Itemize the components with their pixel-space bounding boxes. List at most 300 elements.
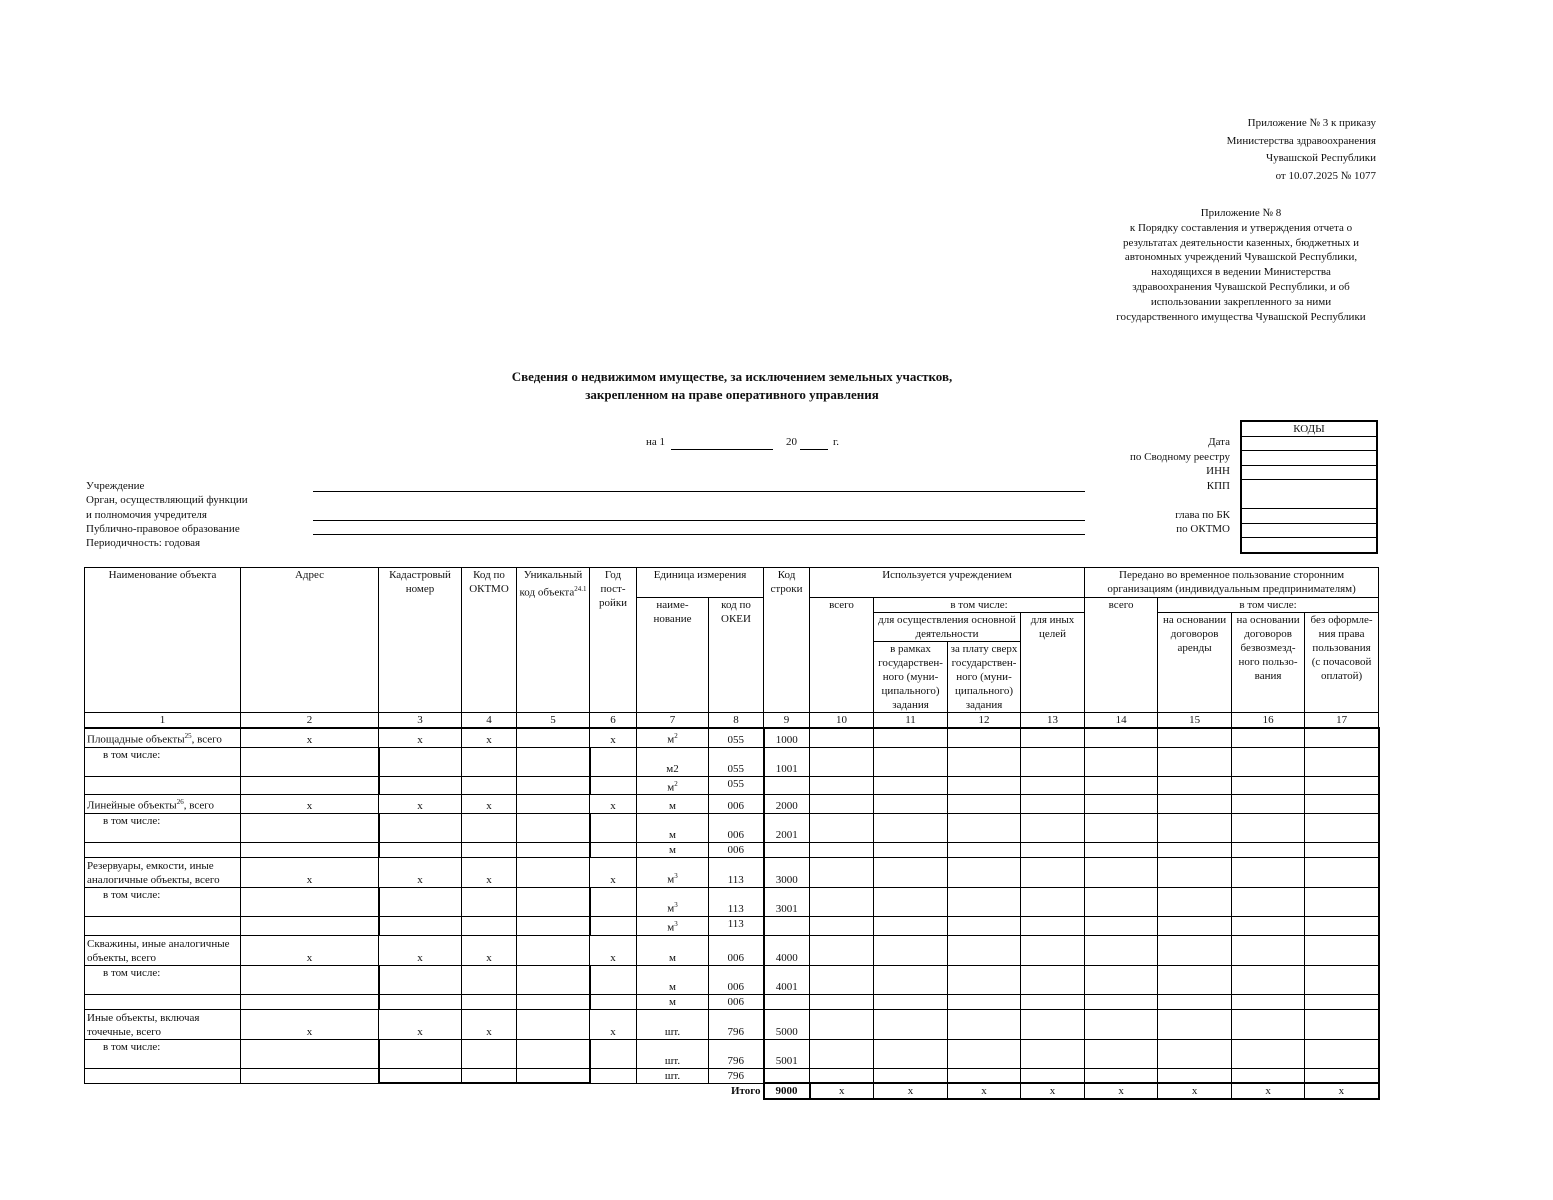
- col-number: 17: [1305, 713, 1379, 729]
- value-cell[interactable]: [1085, 747, 1158, 776]
- unit-name: м: [669, 799, 676, 812]
- table-row: [85, 1039, 1379, 1068]
- value-cell[interactable]: [1085, 994, 1158, 1009]
- value-cell[interactable]: [1085, 776, 1158, 795]
- header-unit-name: наиме-нование: [637, 598, 709, 713]
- value-cell[interactable]: [948, 1068, 1021, 1083]
- unique-code-cell[interactable]: [517, 1068, 590, 1083]
- x-cell: х: [241, 935, 379, 965]
- value-cell[interactable]: [1305, 1039, 1379, 1068]
- total-x: х: [948, 1083, 1021, 1099]
- value-cell[interactable]: [1021, 994, 1085, 1009]
- footnote-sup: 25: [184, 732, 192, 740]
- unit-name: м2: [666, 762, 679, 775]
- address-cell[interactable]: [241, 994, 379, 1009]
- value-cell[interactable]: [1021, 916, 1085, 935]
- public-field[interactable]: [313, 534, 1085, 535]
- code-kpp-cell[interactable]: [1241, 480, 1377, 509]
- oktmo-cell[interactable]: [462, 813, 517, 842]
- unique-code-cell[interactable]: [517, 965, 590, 994]
- x-cell: х: [241, 1009, 379, 1039]
- value-cell[interactable]: [874, 842, 948, 857]
- oktmo-cell[interactable]: [462, 1068, 517, 1083]
- value-cell[interactable]: [1232, 935, 1305, 965]
- value-cell[interactable]: [1232, 728, 1305, 747]
- value-cell[interactable]: [948, 776, 1021, 795]
- year-cell[interactable]: [590, 747, 637, 776]
- total-x: х: [1021, 1083, 1085, 1099]
- code-inn-cell[interactable]: [1241, 465, 1377, 480]
- year-field[interactable]: [800, 449, 828, 450]
- value-cell[interactable]: [1158, 842, 1232, 857]
- oktmo-cell[interactable]: [462, 887, 517, 916]
- okei-code-cell: 796: [709, 1068, 764, 1083]
- footnote-sup: 26: [176, 798, 184, 807]
- unit-name-cell: [637, 887, 709, 916]
- value-cell[interactable]: [810, 747, 874, 776]
- cadastral-cell[interactable]: [379, 887, 462, 916]
- value-cell[interactable]: [948, 935, 1021, 965]
- address-cell[interactable]: [241, 887, 379, 916]
- value-cell[interactable]: [810, 887, 874, 916]
- oktmo-cell[interactable]: [462, 842, 517, 857]
- address-cell[interactable]: [241, 1068, 379, 1083]
- value-cell[interactable]: [810, 795, 874, 814]
- value-cell[interactable]: [1232, 776, 1305, 795]
- value-cell[interactable]: [1232, 842, 1305, 857]
- value-cell[interactable]: [874, 965, 948, 994]
- col-number: 11: [874, 713, 948, 729]
- annex-line: использовании закрепленного за ними: [1150, 295, 1332, 308]
- incl-label: в том числе:: [85, 965, 241, 994]
- oktmo-cell[interactable]: [462, 916, 517, 935]
- unit-name: м: [669, 828, 676, 841]
- year-cell[interactable]: [590, 965, 637, 994]
- organ-field[interactable]: [313, 520, 1085, 521]
- value-cell[interactable]: [810, 1068, 874, 1083]
- unit-name-cell: [637, 857, 709, 887]
- address-cell[interactable]: [241, 813, 379, 842]
- col-number: 7: [637, 713, 709, 729]
- value-cell[interactable]: [810, 916, 874, 935]
- code-empty-cell[interactable]: [1241, 538, 1377, 553]
- col-number: 12: [948, 713, 1021, 729]
- code-oktmo-cell[interactable]: [1241, 523, 1377, 538]
- value-cell[interactable]: [1158, 813, 1232, 842]
- table-row: [85, 728, 1379, 747]
- address-cell[interactable]: [241, 916, 379, 935]
- unique-code-cell[interactable]: [517, 916, 590, 935]
- value-cell[interactable]: [1305, 935, 1379, 965]
- header-other: для иных целей: [1021, 613, 1085, 713]
- unique-code-cell[interactable]: [517, 813, 590, 842]
- value-cell[interactable]: [948, 994, 1021, 1009]
- value-cell[interactable]: [1232, 795, 1305, 814]
- value-cell[interactable]: [1085, 813, 1158, 842]
- value-cell[interactable]: [1232, 747, 1305, 776]
- year-cell[interactable]: [590, 1068, 637, 1083]
- value-cell[interactable]: [1232, 1009, 1305, 1039]
- object-name-cell[interactable]: [85, 1068, 241, 1083]
- value-cell[interactable]: [1158, 994, 1232, 1009]
- row-code-cell: 2001: [764, 813, 810, 842]
- value-cell[interactable]: [810, 842, 874, 857]
- row-code-cell: 4001: [764, 965, 810, 994]
- value-cell[interactable]: [948, 1009, 1021, 1039]
- unit-name: м: [669, 980, 676, 993]
- value-cell[interactable]: [1021, 965, 1085, 994]
- unique-code-cell[interactable]: [517, 728, 590, 747]
- unique-code-cell[interactable]: [517, 887, 590, 916]
- value-cell[interactable]: [1021, 842, 1085, 857]
- row-code-cell: 3000: [764, 857, 810, 887]
- cadastral-cell[interactable]: [379, 994, 462, 1009]
- value-cell[interactable]: [948, 965, 1021, 994]
- x-cell: х: [379, 728, 462, 747]
- header-unique: Уникальный код объекта$^{24.1}$: [517, 568, 590, 713]
- code-date-cell[interactable]: [1241, 436, 1377, 451]
- value-cell[interactable]: [874, 857, 948, 887]
- table-row: [85, 916, 1379, 935]
- codes-label-kpp: КПП: [1206, 479, 1230, 492]
- value-cell[interactable]: [874, 994, 948, 1009]
- value-cell[interactable]: [1305, 747, 1379, 776]
- unit-sup: 3: [674, 919, 678, 928]
- value-cell[interactable]: [1021, 935, 1085, 965]
- unit-name-cell: [637, 1068, 709, 1083]
- value-cell[interactable]: [1305, 842, 1379, 857]
- okei-code-cell: 113: [709, 887, 764, 916]
- value-cell[interactable]: [948, 916, 1021, 935]
- col-number: 4: [462, 713, 517, 729]
- table-row: [85, 994, 1379, 1009]
- year-cell[interactable]: [590, 842, 637, 857]
- value-cell[interactable]: [874, 728, 948, 747]
- annex-line: Приложение № 8: [1200, 207, 1282, 219]
- x-cell: х: [590, 935, 637, 965]
- value-cell[interactable]: [1085, 1009, 1158, 1039]
- unique-code-cell[interactable]: [517, 1009, 590, 1039]
- address-cell[interactable]: [241, 747, 379, 776]
- header-paid: за плату сверх государствен-ного (муни-ципального) задания: [948, 642, 1021, 713]
- value-cell[interactable]: [1158, 776, 1232, 795]
- label-public: Публично-правовое образование: [86, 522, 240, 535]
- value-cell[interactable]: [948, 842, 1021, 857]
- value-cell[interactable]: [1158, 747, 1232, 776]
- object-name: Скважины, иные аналогичные объекты, всего: [87, 937, 230, 964]
- year-cell[interactable]: [590, 1039, 637, 1068]
- unique-code-cell[interactable]: [517, 994, 590, 1009]
- address-cell[interactable]: [241, 1039, 379, 1068]
- year-cell[interactable]: [590, 994, 637, 1009]
- col-number: 5: [517, 713, 590, 729]
- value-cell[interactable]: [1305, 776, 1379, 795]
- value-cell[interactable]: [1085, 916, 1158, 935]
- cadastral-cell[interactable]: [379, 1068, 462, 1083]
- incl-label: в том числе:: [85, 1039, 241, 1068]
- label-organ-2: и полномочия учредителя: [86, 508, 207, 521]
- codes-label-date: Дата: [1208, 436, 1230, 448]
- address-cell[interactable]: [241, 842, 379, 857]
- value-cell[interactable]: [1158, 728, 1232, 747]
- value-cell[interactable]: [810, 965, 874, 994]
- value-cell[interactable]: [1021, 795, 1085, 814]
- unique-code-cell[interactable]: [517, 857, 590, 887]
- value-cell[interactable]: [1085, 935, 1158, 965]
- unit-name: м: [669, 843, 676, 856]
- value-cell[interactable]: [1021, 813, 1085, 842]
- header-unit-code: код по ОКЕИ: [709, 598, 764, 713]
- unit-name-cell: [637, 842, 709, 857]
- annex-line: автономных учреждений Чувашской Республики,: [1124, 251, 1358, 264]
- unique-code-cell[interactable]: [517, 795, 590, 814]
- codes-labels: [1080, 435, 1230, 537]
- unique-code-cell[interactable]: [517, 1039, 590, 1068]
- object-name-cell[interactable]: [85, 994, 241, 1009]
- col-number: 6: [590, 713, 637, 729]
- object-name-cell[interactable]: [85, 842, 241, 857]
- header-used-total: всего: [810, 598, 874, 713]
- annex-line: находящихся в ведении Министерства: [1151, 266, 1331, 279]
- value-cell[interactable]: [1232, 857, 1305, 887]
- row-code-cell: 2000: [764, 795, 810, 814]
- oktmo-cell[interactable]: [462, 747, 517, 776]
- value-cell[interactable]: [810, 1039, 874, 1068]
- value-cell[interactable]: [874, 813, 948, 842]
- value-cell[interactable]: [1158, 935, 1232, 965]
- cadastral-cell[interactable]: [379, 916, 462, 935]
- row-code-cell[interactable]: [764, 842, 810, 857]
- okei-code-cell: 006: [709, 935, 764, 965]
- value-cell[interactable]: [1158, 1009, 1232, 1039]
- value-cell[interactable]: [1232, 1068, 1305, 1083]
- value-cell[interactable]: [810, 857, 874, 887]
- value-cell[interactable]: [1085, 1039, 1158, 1068]
- value-cell[interactable]: [1085, 795, 1158, 814]
- unit-name: м: [667, 733, 675, 746]
- value-cell[interactable]: [874, 1039, 948, 1068]
- col-number: 2: [241, 713, 379, 729]
- value-cell[interactable]: [1232, 813, 1305, 842]
- value-cell[interactable]: [1305, 1068, 1379, 1083]
- row-code-cell: 1000: [764, 728, 810, 747]
- address-cell[interactable]: [241, 776, 379, 795]
- codes-label-inn: ИНН: [1206, 465, 1230, 477]
- x-cell: х: [379, 857, 462, 887]
- value-cell[interactable]: [1232, 965, 1305, 994]
- year-cell[interactable]: [590, 776, 637, 795]
- total-label: Итого: [730, 1084, 761, 1097]
- codes-table: [1240, 420, 1378, 554]
- value-cell[interactable]: [1232, 916, 1305, 935]
- year-cell[interactable]: [590, 916, 637, 935]
- value-cell[interactable]: [1085, 965, 1158, 994]
- value-cell[interactable]: [1158, 795, 1232, 814]
- value-cell[interactable]: [1021, 1068, 1085, 1083]
- codes-label-registry: по Сводному реестру: [1130, 450, 1230, 463]
- oktmo-cell[interactable]: [462, 965, 517, 994]
- value-cell[interactable]: [1158, 857, 1232, 887]
- unique-code-cell[interactable]: [517, 842, 590, 857]
- value-cell[interactable]: [1158, 965, 1232, 994]
- value-cell[interactable]: [1305, 1009, 1379, 1039]
- cadastral-cell[interactable]: [379, 776, 462, 795]
- row-code-cell[interactable]: [764, 916, 810, 935]
- table-row: [85, 965, 1379, 994]
- value-cell[interactable]: [1085, 728, 1158, 747]
- value-cell[interactable]: [1305, 887, 1379, 916]
- x-cell: х: [379, 1009, 462, 1039]
- okei-code-cell: 006: [709, 813, 764, 842]
- codes-label-oktmo: по ОКТМО: [1176, 523, 1230, 535]
- value-cell[interactable]: [810, 776, 874, 795]
- incl-label: в том числе:: [85, 747, 241, 776]
- date-field[interactable]: [671, 449, 773, 450]
- row-code-cell[interactable]: [764, 994, 810, 1009]
- value-cell[interactable]: [1085, 842, 1158, 857]
- value-cell[interactable]: [1305, 965, 1379, 994]
- unique-code-cell[interactable]: [517, 776, 590, 795]
- value-cell[interactable]: [874, 747, 948, 776]
- value-cell[interactable]: [810, 1009, 874, 1039]
- unit-name-cell: [637, 1039, 709, 1068]
- value-cell[interactable]: [1021, 887, 1085, 916]
- cadastral-cell[interactable]: [379, 842, 462, 857]
- object-name: Иные объекты, включая точечные, всего: [87, 1011, 200, 1038]
- unit-name: м: [667, 902, 675, 915]
- table-row: [85, 935, 1379, 965]
- value-cell[interactable]: [948, 795, 1021, 814]
- header-cadastral: Кадастровый номер: [379, 568, 462, 713]
- year-cell[interactable]: [590, 813, 637, 842]
- value-cell[interactable]: [1305, 857, 1379, 887]
- address-cell[interactable]: [241, 965, 379, 994]
- unit-name-cell: [637, 776, 709, 795]
- value-cell[interactable]: [1305, 916, 1379, 935]
- unique-code-cell[interactable]: [517, 935, 590, 965]
- value-cell[interactable]: [810, 813, 874, 842]
- x-cell: х: [462, 728, 517, 747]
- header-address: Адрес: [241, 568, 379, 713]
- header-lease: на основании договоров аренды: [1158, 613, 1232, 713]
- value-cell[interactable]: [948, 1039, 1021, 1068]
- row-code-cell[interactable]: [764, 1068, 810, 1083]
- value-cell[interactable]: [1232, 887, 1305, 916]
- value-cell[interactable]: [1158, 916, 1232, 935]
- x-cell: х: [462, 795, 517, 814]
- cadastral-cell[interactable]: [379, 1039, 462, 1068]
- value-cell[interactable]: [948, 747, 1021, 776]
- col-number: 16: [1232, 713, 1305, 729]
- row-code-cell[interactable]: [764, 776, 810, 795]
- value-cell[interactable]: [1085, 857, 1158, 887]
- value-cell[interactable]: [874, 887, 948, 916]
- value-cell[interactable]: [1232, 994, 1305, 1009]
- row-code-cell: 1001: [764, 747, 810, 776]
- header-transferred: Передано во временное пользование сторонним организациям (индивидуальным предпринимателям): [1085, 568, 1379, 598]
- value-cell[interactable]: [1085, 1068, 1158, 1083]
- value-cell[interactable]: [948, 728, 1021, 747]
- col-number: 10: [810, 713, 874, 729]
- unit-name-cell: [637, 728, 709, 747]
- unit-name-cell: [637, 813, 709, 842]
- value-cell[interactable]: [1021, 857, 1085, 887]
- value-cell[interactable]: [874, 935, 948, 965]
- oktmo-cell[interactable]: [462, 776, 517, 795]
- institution-field[interactable]: [313, 491, 1085, 492]
- value-cell[interactable]: [1232, 1039, 1305, 1068]
- table-row: [85, 1068, 1379, 1083]
- value-cell[interactable]: [874, 776, 948, 795]
- annex-line: здравоохранения Чувашской Республики, и об: [1132, 280, 1350, 293]
- value-cell[interactable]: [810, 994, 874, 1009]
- cadastral-cell[interactable]: [379, 965, 462, 994]
- value-cell[interactable]: [1021, 728, 1085, 747]
- cadastral-cell[interactable]: [379, 747, 462, 776]
- value-cell[interactable]: [874, 795, 948, 814]
- value-cell[interactable]: [1158, 1039, 1232, 1068]
- unique-code-cell[interactable]: [517, 747, 590, 776]
- value-cell[interactable]: [1305, 813, 1379, 842]
- header-oktmo: Код по ОКТМО: [462, 568, 517, 713]
- approval-line: от 10.07.2025 № 1077: [1275, 169, 1376, 182]
- value-cell[interactable]: [948, 857, 1021, 887]
- value-cell[interactable]: [1158, 887, 1232, 916]
- value-cell[interactable]: [1021, 747, 1085, 776]
- unit-name-cell: [637, 795, 709, 814]
- value-cell[interactable]: [874, 1009, 948, 1039]
- cadastral-cell[interactable]: [379, 813, 462, 842]
- value-cell[interactable]: [1305, 728, 1379, 747]
- value-cell[interactable]: [874, 916, 948, 935]
- value-cell[interactable]: [948, 887, 1021, 916]
- object-name-cell[interactable]: [85, 776, 241, 795]
- x-cell: х: [241, 857, 379, 887]
- x-cell: х: [590, 1009, 637, 1039]
- table-body: [85, 728, 1379, 1083]
- object-name-cell[interactable]: [85, 916, 241, 935]
- value-cell[interactable]: [1305, 994, 1379, 1009]
- table-row: [85, 813, 1379, 842]
- oktmo-cell[interactable]: [462, 994, 517, 1009]
- unit-name: шт.: [664, 1069, 681, 1082]
- value-cell[interactable]: [1085, 887, 1158, 916]
- value-cell[interactable]: [1158, 1068, 1232, 1083]
- value-cell[interactable]: [810, 935, 874, 965]
- code-bk-cell[interactable]: [1241, 509, 1377, 524]
- unit-name-cell: [637, 965, 709, 994]
- value-cell[interactable]: [1021, 1009, 1085, 1039]
- x-cell: х: [241, 728, 379, 747]
- year-cell[interactable]: [590, 887, 637, 916]
- incl-label: в том числе:: [85, 813, 241, 842]
- value-cell[interactable]: [1305, 795, 1379, 814]
- x-cell: х: [462, 857, 517, 887]
- value-cell[interactable]: [874, 1068, 948, 1083]
- x-cell: х: [590, 728, 637, 747]
- left-labels: [86, 479, 248, 550]
- value-cell[interactable]: [948, 813, 1021, 842]
- value-cell[interactable]: [810, 728, 874, 747]
- value-cell[interactable]: [1021, 1039, 1085, 1068]
- label-period: Периодичность: годовая: [86, 537, 201, 550]
- value-cell[interactable]: [1021, 776, 1085, 795]
- oktmo-cell[interactable]: [462, 1039, 517, 1068]
- code-registry-cell[interactable]: [1241, 451, 1377, 466]
- title-line: Сведения о недвижимом имуществе, за исключением земельных участков,: [511, 369, 953, 384]
- x-cell: х: [462, 935, 517, 965]
- row-code-cell: 4000: [764, 935, 810, 965]
